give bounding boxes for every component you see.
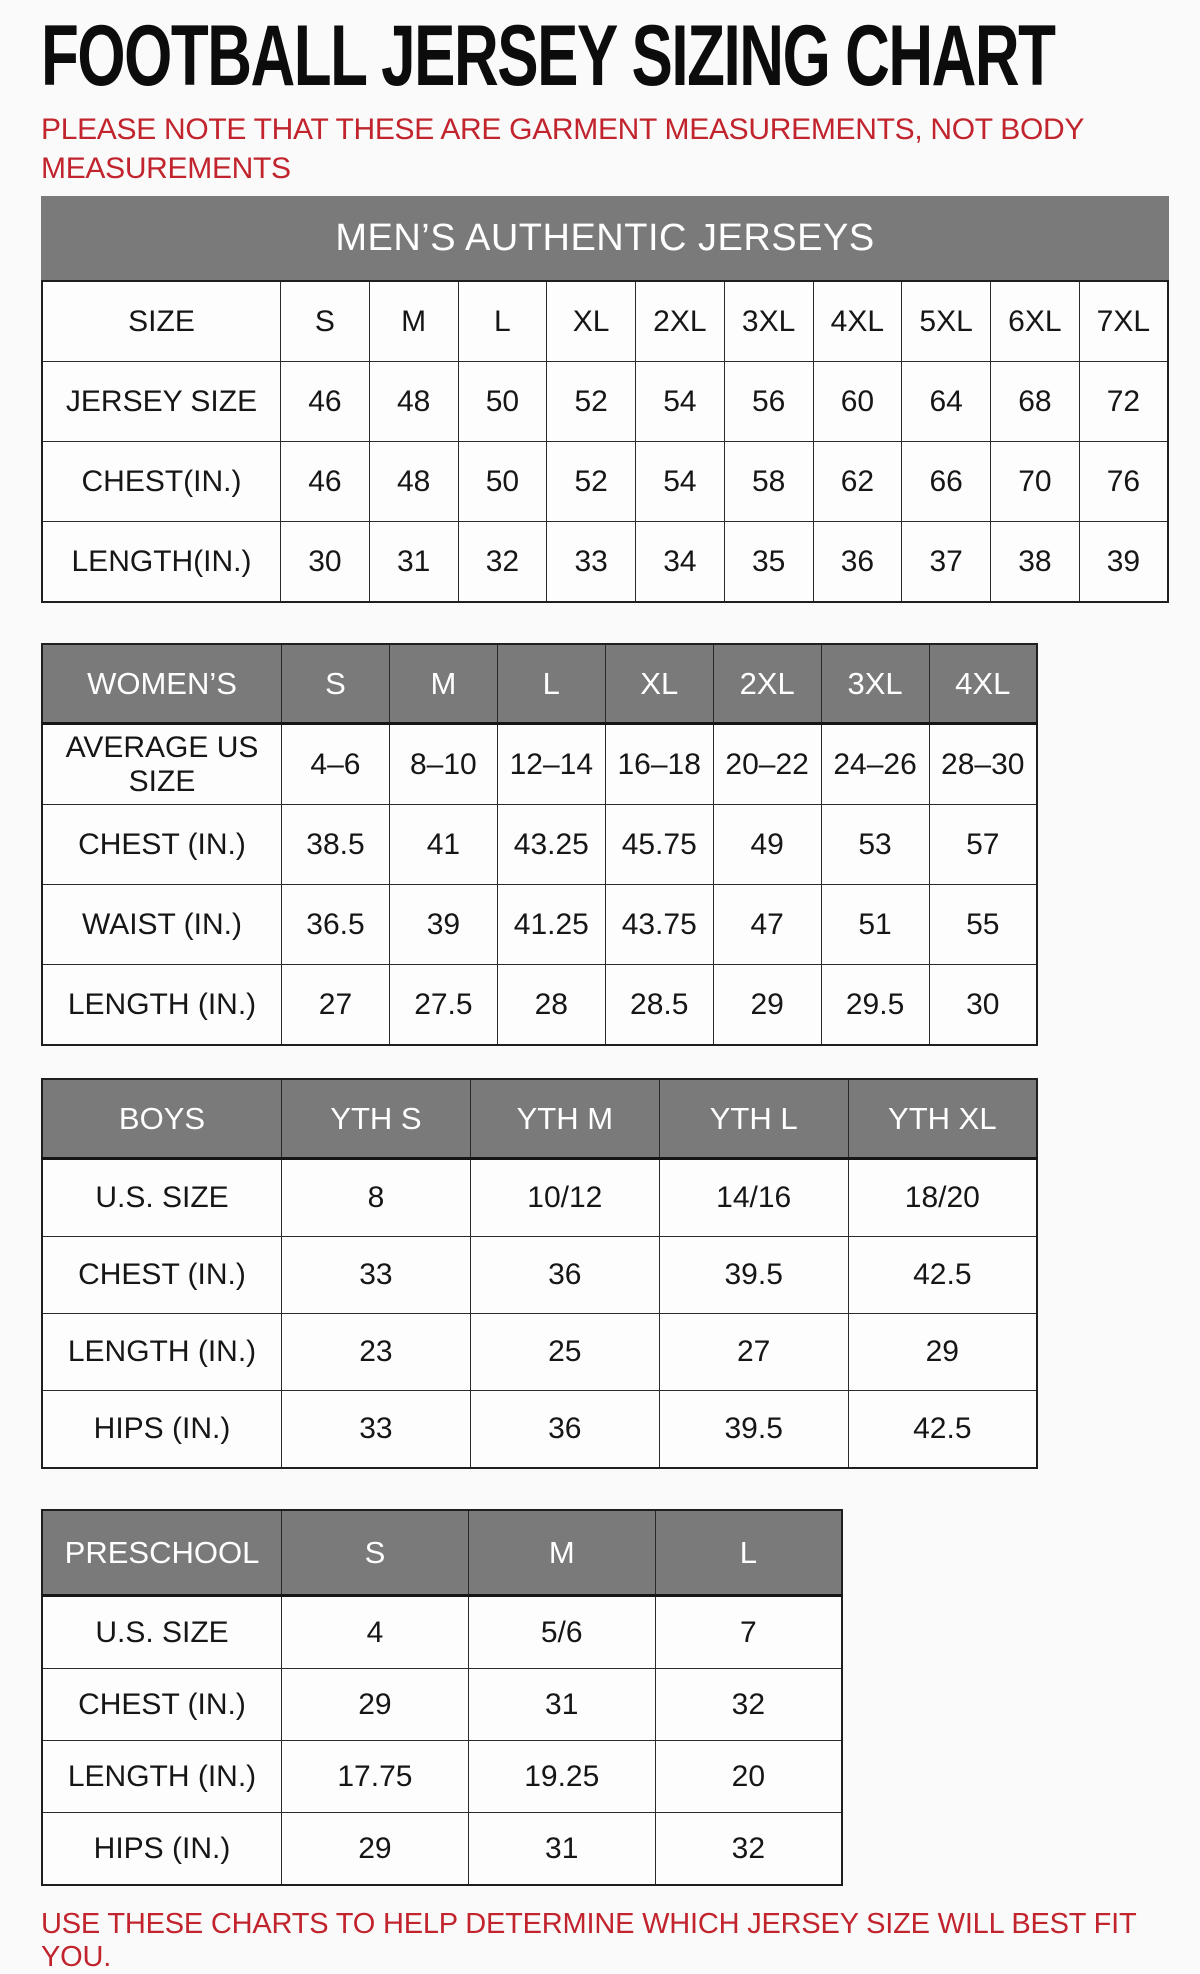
- preschool-section: [41, 1509, 1180, 1886]
- table-group-label: PRESCHOOL: [42, 1510, 282, 1596]
- size-column-header: XL: [605, 644, 713, 724]
- row-label: WAIST (IN.): [42, 885, 282, 965]
- size-value-cell: 33: [282, 1391, 471, 1469]
- size-value-cell: 41: [389, 805, 497, 885]
- size-column-header: 2XL: [713, 644, 821, 724]
- size-column-header: YTH M: [470, 1079, 659, 1159]
- table-row: [42, 1741, 842, 1813]
- size-value-cell: XL: [547, 281, 636, 362]
- size-value-cell: 17.75: [282, 1741, 469, 1813]
- size-value-cell: 42.5: [848, 1391, 1037, 1469]
- table-row: [42, 1813, 842, 1886]
- row-label: CHEST (IN.): [42, 805, 282, 885]
- mens-banner: MEN’S AUTHENTIC JERSEYS: [41, 196, 1169, 280]
- size-column-header: S: [282, 1510, 469, 1596]
- size-value-cell: 50: [458, 362, 547, 442]
- size-value-cell: 36.5: [282, 885, 390, 965]
- size-value-cell: 58: [724, 442, 813, 522]
- size-value-cell: 8–10: [389, 724, 497, 805]
- size-value-cell: 60: [813, 362, 902, 442]
- row-label: CHEST(IN.): [42, 442, 281, 522]
- size-column-header: YTH XL: [848, 1079, 1037, 1159]
- size-value-cell: 49: [713, 805, 821, 885]
- size-value-cell: 51: [821, 885, 929, 965]
- size-value-cell: 39.5: [659, 1237, 848, 1314]
- row-label: LENGTH(IN.): [42, 522, 281, 603]
- size-value-cell: 29: [848, 1314, 1037, 1391]
- womens-section: [41, 643, 1180, 1046]
- size-value-cell: 43.75: [605, 885, 713, 965]
- size-value-cell: 10/12: [470, 1159, 659, 1237]
- table-row: [42, 885, 1037, 965]
- size-value-cell: 31: [369, 522, 458, 603]
- table-header-row: [42, 1079, 1037, 1159]
- row-label: U.S. SIZE: [42, 1596, 282, 1669]
- boys-section: [41, 1078, 1180, 1469]
- size-value-cell: 7: [655, 1596, 842, 1669]
- table-header-row: [42, 644, 1037, 724]
- size-value-cell: 27.5: [389, 965, 497, 1046]
- size-value-cell: 72: [1079, 362, 1168, 442]
- size-value-cell: 64: [902, 362, 991, 442]
- sizing-chart-page: [0, 8, 1200, 1974]
- table-row: [42, 1669, 842, 1741]
- size-value-cell: 54: [636, 362, 725, 442]
- size-value-cell: 56: [724, 362, 813, 442]
- table-row: [42, 1237, 1037, 1314]
- size-value-cell: 53: [821, 805, 929, 885]
- size-value-cell: 33: [547, 522, 636, 603]
- size-value-cell: 33: [282, 1237, 471, 1314]
- size-value-cell: 28: [497, 965, 605, 1046]
- size-value-cell: 47: [713, 885, 821, 965]
- size-value-cell: 39: [389, 885, 497, 965]
- size-value-cell: 39: [1079, 522, 1168, 603]
- footer-note: USE THESE CHARTS TO HELP DETERMINE WHICH JERSEY SIZE WILL BEST FIT YOU.: [41, 1908, 1136, 1973]
- size-value-cell: 55: [929, 885, 1037, 965]
- table-row: [42, 1159, 1037, 1237]
- size-value-cell: 42.5: [848, 1237, 1037, 1314]
- size-value-cell: 23: [282, 1314, 471, 1391]
- size-value-cell: 6XL: [991, 281, 1080, 362]
- table-row: [42, 724, 1037, 805]
- size-column-header: YTH S: [282, 1079, 471, 1159]
- size-value-cell: 29: [713, 965, 821, 1046]
- size-value-cell: 54: [636, 442, 725, 522]
- size-value-cell: 48: [369, 442, 458, 522]
- table-group-label: BOYS: [42, 1079, 282, 1159]
- size-value-cell: 14/16: [659, 1159, 848, 1237]
- size-value-cell: 28.5: [605, 965, 713, 1046]
- size-value-cell: L: [458, 281, 547, 362]
- table-row: [42, 965, 1037, 1046]
- size-column-header: M: [468, 1510, 655, 1596]
- size-value-cell: 30: [281, 522, 370, 603]
- garment-measurement-note: PLEASE NOTE THAT THESE ARE GARMENT MEASUREMENTS, NOT BODY MEASUREMENTS: [41, 113, 1084, 185]
- size-value-cell: 5/6: [468, 1596, 655, 1669]
- size-value-cell: 20–22: [713, 724, 821, 805]
- size-value-cell: 76: [1079, 442, 1168, 522]
- size-value-cell: 41.25: [497, 885, 605, 965]
- size-value-cell: 27: [282, 965, 390, 1046]
- size-column-header: S: [282, 644, 390, 724]
- table-row: [42, 522, 1168, 603]
- table-row: [42, 1391, 1037, 1469]
- size-value-cell: 25: [470, 1314, 659, 1391]
- table-row: [42, 362, 1168, 442]
- size-value-cell: 50: [458, 442, 547, 522]
- size-value-cell: 38.5: [282, 805, 390, 885]
- row-label: U.S. SIZE: [42, 1159, 282, 1237]
- size-value-cell: 45.75: [605, 805, 713, 885]
- size-value-cell: 5XL: [902, 281, 991, 362]
- size-value-cell: 29.5: [821, 965, 929, 1046]
- size-column-header: 4XL: [929, 644, 1037, 724]
- size-value-cell: 31: [468, 1813, 655, 1886]
- page-title-text: FOOTBALL JERSEY SIZING CHART: [41, 8, 1055, 104]
- row-label: HIPS (IN.): [42, 1813, 282, 1886]
- row-label: CHEST (IN.): [42, 1237, 282, 1314]
- row-label: LENGTH (IN.): [42, 1314, 282, 1391]
- size-column-header: YTH L: [659, 1079, 848, 1159]
- row-label: HIPS (IN.): [42, 1391, 282, 1469]
- mens-size-table: [41, 280, 1169, 603]
- row-label: JERSEY SIZE: [42, 362, 281, 442]
- size-value-cell: 39.5: [659, 1391, 848, 1469]
- size-value-cell: 4: [282, 1596, 469, 1669]
- womens-size-table: [41, 643, 1038, 1046]
- boys-size-table: [41, 1078, 1038, 1469]
- size-value-cell: 36: [813, 522, 902, 603]
- size-value-cell: 29: [282, 1813, 469, 1886]
- size-value-cell: 52: [547, 362, 636, 442]
- size-column-header: 3XL: [821, 644, 929, 724]
- size-value-cell: 31: [468, 1669, 655, 1741]
- size-value-cell: 36: [470, 1391, 659, 1469]
- size-value-cell: 27: [659, 1314, 848, 1391]
- mens-section: [41, 196, 1180, 603]
- size-value-cell: 66: [902, 442, 991, 522]
- size-column-header: M: [389, 644, 497, 724]
- size-value-cell: 32: [655, 1669, 842, 1741]
- table-row: [42, 805, 1037, 885]
- size-value-cell: 37: [902, 522, 991, 603]
- size-value-cell: 20: [655, 1741, 842, 1813]
- size-value-cell: 62: [813, 442, 902, 522]
- table-group-label: WOMEN’S: [42, 644, 282, 724]
- size-value-cell: 46: [281, 442, 370, 522]
- size-value-cell: 57: [929, 805, 1037, 885]
- row-label: LENGTH (IN.): [42, 1741, 282, 1813]
- size-value-cell: 4XL: [813, 281, 902, 362]
- size-value-cell: 38: [991, 522, 1080, 603]
- preschool-size-table: [41, 1509, 843, 1886]
- size-value-cell: 32: [458, 522, 547, 603]
- size-value-cell: 16–18: [605, 724, 713, 805]
- size-value-cell: 29: [282, 1669, 469, 1741]
- table-row: [42, 1314, 1037, 1391]
- size-value-cell: 30: [929, 965, 1037, 1046]
- row-label: LENGTH (IN.): [42, 965, 282, 1046]
- size-column-header: L: [497, 644, 605, 724]
- table-header-row: [42, 1510, 842, 1596]
- size-value-cell: 46: [281, 362, 370, 442]
- size-value-cell: 68: [991, 362, 1080, 442]
- page-title: [41, 8, 1180, 104]
- size-value-cell: M: [369, 281, 458, 362]
- size-value-cell: 70: [991, 442, 1080, 522]
- size-value-cell: 2XL: [636, 281, 725, 362]
- table-row: [42, 442, 1168, 522]
- size-value-cell: 28–30: [929, 724, 1037, 805]
- size-value-cell: 4–6: [282, 724, 390, 805]
- size-value-cell: 19.25: [468, 1741, 655, 1813]
- row-label: CHEST (IN.): [42, 1669, 282, 1741]
- size-value-cell: 18/20: [848, 1159, 1037, 1237]
- size-column-header: L: [655, 1510, 842, 1596]
- size-value-cell: 43.25: [497, 805, 605, 885]
- size-value-cell: 3XL: [724, 281, 813, 362]
- table-row: [42, 281, 1168, 362]
- row-label: AVERAGE US SIZE: [42, 724, 282, 805]
- size-value-cell: 35: [724, 522, 813, 603]
- size-value-cell: 8: [282, 1159, 471, 1237]
- table-row: [42, 1596, 842, 1669]
- size-value-cell: 34: [636, 522, 725, 603]
- size-value-cell: 12–14: [497, 724, 605, 805]
- size-value-cell: 32: [655, 1813, 842, 1886]
- size-value-cell: 52: [547, 442, 636, 522]
- size-value-cell: 48: [369, 362, 458, 442]
- size-value-cell: S: [281, 281, 370, 362]
- size-value-cell: 36: [470, 1237, 659, 1314]
- size-value-cell: 7XL: [1079, 281, 1168, 362]
- row-label: SIZE: [42, 281, 281, 362]
- size-value-cell: 24–26: [821, 724, 929, 805]
